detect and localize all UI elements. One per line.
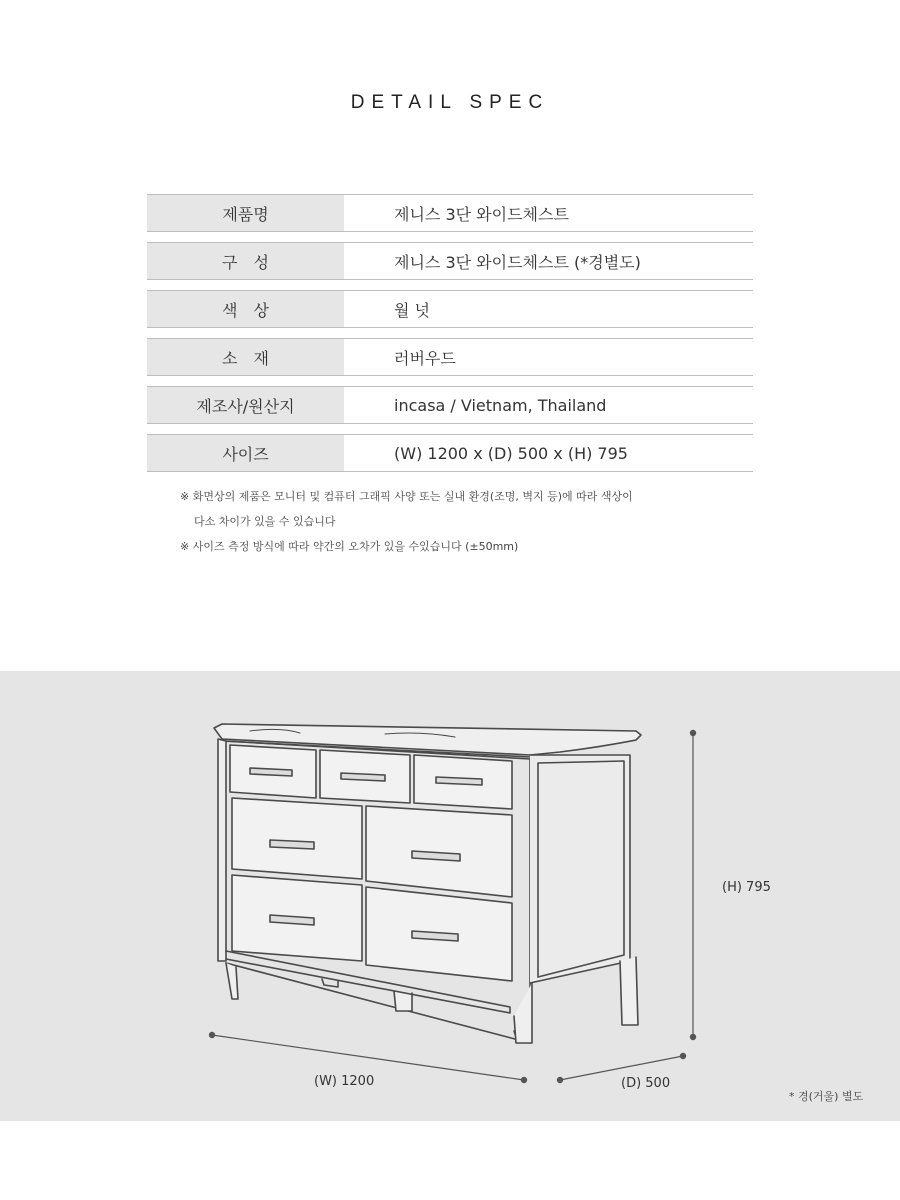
- spec-value: 제니스 3단 와이드체스트 (*경별도): [394, 252, 641, 272]
- disclaimer-notes: [180, 484, 633, 559]
- spec-row-color: [147, 290, 753, 328]
- spec-row-product-name: [147, 194, 753, 232]
- spec-value: incasa / Vietnam, Thailand: [394, 395, 607, 415]
- chest-drawing: [0, 671, 900, 1121]
- spec-value: 러버우드: [394, 348, 456, 368]
- dimension-diagram: [0, 671, 900, 1121]
- mirror-footnote: * 경(거울) 별도: [789, 1090, 864, 1103]
- spec-value: 월 넛: [394, 300, 430, 320]
- width-label: (W) 1200: [314, 1074, 375, 1089]
- spec-row-composition: [147, 242, 753, 280]
- depth-label: (D) 500: [621, 1076, 671, 1091]
- spec-key: 제품명: [147, 195, 344, 231]
- spec-key: 사이즈: [147, 435, 344, 471]
- note-line: ※ 사이즈 측정 방식에 따라 약간의 오차가 있을 수있습니다 (±50mm): [180, 540, 519, 553]
- spec-table: [147, 194, 753, 482]
- spec-key: 소 재: [147, 339, 344, 375]
- note-line: 다소 차이가 있을 수 있습니다: [194, 515, 336, 528]
- spec-value: (W) 1200 x (D) 500 x (H) 795: [394, 443, 628, 463]
- spec-row-material: [147, 338, 753, 376]
- note-line: ※ 화면상의 제품은 모니터 및 컴퓨터 그래픽 사양 또는 실내 환경(조명, 벽지 등)에 따라 색상이: [180, 490, 633, 503]
- spec-row-size: [147, 434, 753, 472]
- spec-value: 제니스 3단 와이드체스트: [394, 204, 569, 224]
- page-title: DETAIL SPEC: [350, 92, 550, 113]
- spec-row-manufacturer: [147, 386, 753, 424]
- height-label: (H) 795: [722, 880, 771, 895]
- spec-key: 제조사/원산지: [147, 387, 344, 423]
- spec-key: 색 상: [147, 291, 344, 327]
- spec-key: 구 성: [147, 243, 344, 279]
